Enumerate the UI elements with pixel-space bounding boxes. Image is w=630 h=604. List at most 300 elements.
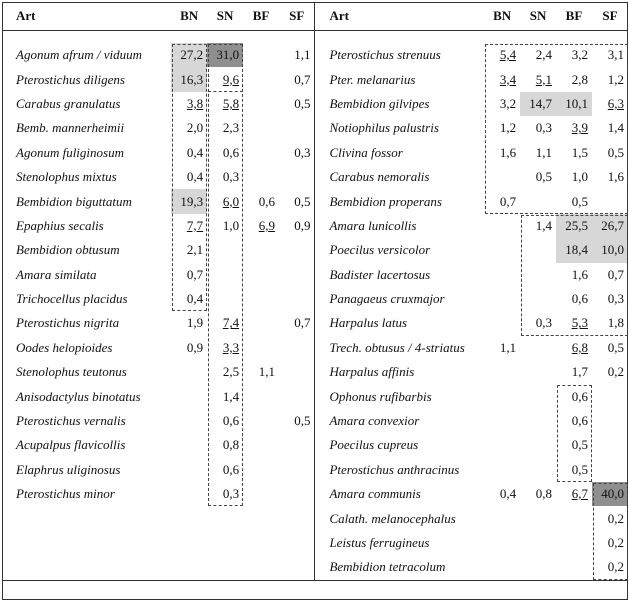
cell-sn (520, 311, 556, 335)
cell-sn (207, 409, 243, 433)
table-row (2, 531, 628, 555)
table-row (2, 238, 628, 262)
cell-sn (520, 384, 556, 408)
spacer-row (2, 31, 628, 44)
species-name: Bemb. mannerheimii (16, 120, 125, 136)
species-name: Pterostichus minor (16, 486, 115, 502)
header-bf-right: BF (556, 2, 592, 31)
cell-bf (243, 433, 279, 457)
cell-bf (243, 555, 279, 580)
cell-bf (556, 141, 592, 165)
cell-bn (484, 433, 520, 457)
cell-value: 1,0 (571, 169, 588, 185)
cell-value: 1,1 (499, 339, 517, 355)
cell-bn (171, 506, 207, 530)
cell-value: 0,3 (607, 291, 624, 307)
cell-sn (520, 165, 556, 189)
species-name: Ophonus rufibarbis (329, 388, 432, 404)
cell-value: 1,6 (571, 266, 588, 282)
cell-bf (243, 165, 279, 189)
cell-value: 0,3 (535, 120, 552, 136)
cell-value: 27,2 (180, 47, 204, 63)
cell-bn (484, 43, 520, 67)
cell-bn (484, 238, 520, 262)
cell-value: 6,0 (222, 193, 240, 209)
species-name: Pterostichus diligens (16, 71, 125, 87)
cell-value: 3,2 (571, 47, 588, 63)
cell-sf (279, 116, 315, 140)
cell-sf (592, 506, 628, 530)
cell-value: 26,7 (601, 217, 624, 233)
cell-sf (592, 360, 628, 384)
cell-bn (171, 287, 207, 311)
cell-value: 0,5 (571, 461, 588, 477)
cell-value: 0,5 (571, 193, 588, 209)
cell-value: 1,4 (535, 217, 552, 233)
species-name: Pterostichus nigrita (16, 315, 120, 331)
cell-bf (556, 92, 592, 116)
cell-sf (592, 482, 628, 506)
cell-bn (484, 287, 520, 311)
cell-sf (592, 458, 628, 482)
cell-sn (207, 555, 243, 580)
cell-value: 5,4 (499, 47, 517, 63)
cell-value: 0,7 (294, 315, 311, 331)
cell-value: 3,3 (222, 339, 240, 355)
table-row (2, 189, 628, 213)
header-sf-right: SF (592, 2, 628, 31)
cell-bn (484, 384, 520, 408)
cell-sf (279, 141, 315, 165)
header-sn-left: SN (207, 2, 243, 31)
cell-value: 2,3 (222, 120, 240, 136)
cell-value: 2,8 (571, 71, 588, 87)
species-name: Calath. melanocephalus (329, 510, 456, 526)
cell-bf (243, 360, 279, 384)
header-art-left: Art (2, 2, 171, 31)
cell-value: 0,8 (535, 486, 552, 502)
cell-bn (484, 409, 520, 433)
cell-bn (484, 482, 520, 506)
cell-bf (556, 263, 592, 287)
species-name: Notiophilus palustris (329, 120, 439, 136)
cell-sf (592, 116, 628, 140)
species-name: Epaphius secalis (16, 217, 104, 233)
cell-value: 2,0 (186, 120, 204, 136)
cell-value: 0,2 (607, 559, 624, 575)
cell-value: 3,2 (499, 95, 517, 111)
cell-bn (171, 43, 207, 67)
table-row (2, 214, 628, 238)
cell-value: 0,9 (294, 217, 311, 233)
cell-value: 0,5 (607, 339, 624, 355)
cell-sf (279, 482, 315, 506)
cell-value: 0,5 (535, 169, 552, 185)
cell-value: 3,9 (571, 120, 588, 136)
species-name: Agonum fuliginosum (16, 144, 124, 160)
cell-value: 0,2 (607, 535, 624, 550)
cell-sf (592, 92, 628, 116)
cell-sf (279, 433, 315, 457)
species-name: Trech. obtusus / 4-striatus (329, 339, 465, 355)
cell-value: 3,1 (607, 47, 624, 63)
cell-sn (520, 189, 556, 213)
cell-bf (556, 43, 592, 67)
cell-value: 0,6 (571, 388, 588, 404)
species-name: Stenolophus mixtus (16, 169, 117, 185)
cell-value: 0,5 (294, 193, 311, 209)
cell-value: 0,3 (294, 144, 311, 160)
cell-bn (484, 458, 520, 482)
species-name: Amara convexior (329, 413, 420, 429)
cell-bn (171, 482, 207, 506)
cell-bn (171, 92, 207, 116)
cell-value: 1,0 (222, 217, 240, 233)
cell-value: 9,6 (222, 71, 240, 87)
cell-sn (207, 458, 243, 482)
cell-bf (556, 409, 592, 433)
cell-bf (556, 506, 592, 530)
cell-value: 1,2 (499, 120, 517, 136)
cell-bn (484, 116, 520, 140)
cell-value: 0,7 (186, 266, 204, 282)
cell-bn (171, 531, 207, 555)
cell-sn (207, 189, 243, 213)
cell-sn (207, 384, 243, 408)
table-row (2, 360, 628, 384)
cell-bf (243, 214, 279, 238)
cell-sf (592, 43, 628, 67)
cell-value: 0,9 (186, 339, 204, 355)
cell-bf (243, 336, 279, 360)
cell-value: 0,5 (294, 413, 311, 429)
species-name: Bembidion tetracolum (315, 555, 484, 580)
cell-value: 0,5 (571, 437, 588, 453)
species-name: Badister lacertosus (329, 266, 431, 282)
cell-sn (207, 116, 243, 140)
cell-value: 0,4 (186, 291, 204, 307)
cell-sn (520, 287, 556, 311)
cell-sf (592, 531, 628, 555)
species-name: Clivina fossor (329, 144, 403, 160)
cell-sn (207, 311, 243, 335)
cell-value: 0,6 (571, 291, 588, 307)
cell-sn (207, 92, 243, 116)
cell-sf (279, 92, 315, 116)
cell-sn (520, 336, 556, 360)
cell-sf (592, 263, 628, 287)
cell-bf (556, 360, 592, 384)
cell-sf (592, 214, 628, 238)
cell-sf (279, 531, 315, 555)
cell-sf (279, 360, 315, 384)
cell-sf (279, 336, 315, 360)
species-abundance-table (2, 2, 628, 581)
cell-bn (484, 214, 520, 238)
cell-bf (243, 43, 279, 67)
cell-bf (556, 238, 592, 262)
cell-bf (556, 214, 592, 238)
cell-sn (520, 506, 556, 530)
cell-sn (520, 116, 556, 140)
species-name: Stenolophus teutonus (16, 364, 127, 380)
cell-sf (279, 43, 315, 67)
cell-bn (484, 336, 520, 360)
cell-bn (171, 214, 207, 238)
cell-value: 0,2 (607, 364, 624, 380)
cell-value: 0,8 (222, 437, 240, 453)
cell-bn (484, 506, 520, 530)
cell-sf (592, 409, 628, 433)
cell-value: 0,6 (222, 144, 240, 160)
cell-sn (520, 482, 556, 506)
cell-value: 0,4 (186, 169, 204, 185)
cell-sf (592, 311, 628, 335)
cell-sf (592, 141, 628, 165)
cell-bf (243, 287, 279, 311)
cell-sf (279, 263, 315, 287)
cell-value: 6,9 (258, 217, 275, 233)
species-name: Oodes helopioides (16, 339, 113, 355)
species-name: Amara similata (16, 266, 97, 282)
table-row (2, 116, 628, 140)
cell-bn (171, 555, 207, 580)
cell-bn (484, 531, 520, 555)
species-name: Carabus nemoralis (329, 169, 430, 185)
header-bf-left: BF (243, 2, 279, 31)
cell-bf (556, 165, 592, 189)
cell-sf (592, 384, 628, 408)
cell-bn (171, 189, 207, 213)
cell-sf (279, 287, 315, 311)
cell-bn (484, 189, 520, 213)
species-name: Bembidion biguttatum (16, 193, 132, 209)
header-sf-left: SF (279, 2, 315, 31)
table-row (2, 482, 628, 506)
cell-bn (484, 311, 520, 335)
cell-sn (520, 214, 556, 238)
cell-value: 1,1 (535, 144, 552, 160)
cell-value: 7,4 (222, 315, 240, 331)
cell-value: 0,6 (571, 413, 588, 429)
cell-sn (207, 263, 243, 287)
cell-bn (171, 409, 207, 433)
cell-sn (207, 287, 243, 311)
cell-sn (207, 238, 243, 262)
cell-value: 1,4 (607, 120, 624, 136)
cell-bf (556, 458, 592, 482)
cell-sf (592, 433, 628, 457)
cell-sn (207, 482, 243, 506)
cell-bn (171, 458, 207, 482)
cell-value: 25,5 (565, 217, 588, 233)
cell-value: 0,6 (222, 461, 240, 477)
species-name: Panagaeus cruxmajor (329, 291, 445, 307)
species-name: Bembidion properans (329, 193, 442, 209)
cell-value: 1,4 (222, 388, 240, 404)
cell-bn (171, 238, 207, 262)
cell-value: 1,1 (258, 364, 275, 380)
cell-bf (556, 116, 592, 140)
cell-bn (484, 67, 520, 91)
table-row (2, 384, 628, 408)
cell-bn (171, 165, 207, 189)
species-name: Pterostichus strenuus (329, 47, 441, 63)
table-row (2, 92, 628, 116)
cell-value: 1,2 (607, 71, 624, 87)
cell-value: 0,4 (499, 486, 517, 502)
cell-sn (520, 141, 556, 165)
cell-value: 0,6 (258, 193, 275, 209)
cell-bn (171, 67, 207, 91)
cell-sf (279, 555, 315, 580)
cell-bf (243, 482, 279, 506)
header-bn-left: BN (171, 2, 207, 31)
cell-bn (171, 384, 207, 408)
cell-value: 1,1 (294, 47, 311, 63)
cell-sn (520, 555, 556, 580)
table-row (2, 506, 628, 530)
cell-bf (243, 311, 279, 335)
cell-value: 3,4 (499, 71, 517, 87)
table-row (2, 336, 628, 360)
cell-sn (207, 214, 243, 238)
cell-bf (243, 384, 279, 408)
cell-value: 0,4 (186, 144, 204, 160)
cell-sn (520, 458, 556, 482)
table-row (2, 287, 628, 311)
cell-sf (592, 555, 628, 580)
table-row (2, 263, 628, 287)
cell-bf (556, 67, 592, 91)
cell-bf (556, 311, 592, 335)
table-row (2, 409, 628, 433)
species-name: Poecilus cupreus (329, 437, 419, 453)
cell-value: 0,3 (222, 486, 240, 502)
cell-bf (243, 238, 279, 262)
cell-sn (520, 409, 556, 433)
cell-value: 0,6 (222, 413, 240, 429)
species-name: Elaphrus uliginosus (16, 461, 121, 477)
cell-sf (279, 384, 315, 408)
species-name: Amara communis (329, 486, 421, 502)
cell-bf (556, 189, 592, 213)
cell-sf (279, 67, 315, 91)
species-name: Pter. melanarius (329, 71, 416, 87)
cell-sn (520, 263, 556, 287)
cell-sn (520, 92, 556, 116)
cell-bn (484, 555, 520, 580)
cell-value: 1,9 (186, 315, 204, 331)
cell-sf (592, 165, 628, 189)
cell-value: 0,5 (294, 95, 311, 111)
species-name: Pterostichus vernalis (16, 413, 126, 429)
cell-bf (243, 458, 279, 482)
species-name: Harpalus affinis (329, 364, 415, 380)
cell-sn (520, 67, 556, 91)
cell-value: 0,5 (607, 144, 624, 160)
species-name: Bembidion gilvipes (329, 95, 430, 111)
table-row (2, 458, 628, 482)
cell-value: 1,7 (571, 364, 588, 380)
cell-bf (556, 384, 592, 408)
cell-value: 1,8 (607, 315, 624, 331)
cell-value: 0,7 (607, 266, 624, 282)
cell-sf (592, 336, 628, 360)
cell-sf (592, 287, 628, 311)
cell-value: 6,7 (571, 486, 588, 502)
species-name (2, 531, 171, 555)
cell-sn (207, 336, 243, 360)
cell-bf (556, 531, 592, 555)
cell-sn (520, 43, 556, 67)
species-name: Trichocellus placidus (16, 291, 128, 307)
cell-value: 19,3 (180, 193, 204, 209)
cell-bf (243, 189, 279, 213)
table-row (2, 43, 628, 67)
cell-bf (556, 287, 592, 311)
cell-value: 14,7 (529, 95, 552, 111)
table-row (2, 67, 628, 91)
table-header-row (2, 2, 628, 31)
cell-bn (171, 263, 207, 287)
cell-value: 16,3 (180, 71, 204, 87)
cell-value: 6,8 (571, 339, 588, 355)
species-name: Acupalpus flavicollis (16, 437, 126, 453)
cell-bn (484, 92, 520, 116)
cell-sf (279, 311, 315, 335)
cell-sn (207, 67, 243, 91)
cell-value: 0,3 (222, 169, 240, 185)
species-name: Harpalus latus (329, 315, 408, 331)
cell-value: 2,4 (535, 47, 552, 63)
species-name: Carabus granulatus (16, 95, 121, 111)
cell-value: 10,0 (601, 242, 624, 258)
cell-value: 7,7 (186, 217, 204, 233)
table-row (2, 165, 628, 189)
cell-value: 1,5 (571, 144, 588, 160)
species-name: Leistus ferrugineus (329, 535, 430, 550)
table-row (2, 141, 628, 165)
cell-sn (207, 531, 243, 555)
cell-sf (279, 458, 315, 482)
cell-bf (243, 531, 279, 555)
cell-bf (556, 336, 592, 360)
cell-sf (592, 67, 628, 91)
cell-bf (243, 116, 279, 140)
species-name: Amara lunicollis (329, 217, 417, 233)
cell-value: 18,4 (565, 242, 588, 258)
table-row (2, 555, 628, 580)
cell-bf (243, 67, 279, 91)
table-row (2, 433, 628, 457)
cell-bf (243, 141, 279, 165)
cell-value: 6,3 (607, 95, 624, 111)
cell-bn (171, 336, 207, 360)
cell-value: 0,7 (294, 71, 311, 87)
cell-sn (520, 531, 556, 555)
cell-bn (484, 141, 520, 165)
cell-bf (243, 409, 279, 433)
cell-value: 0,3 (535, 315, 552, 331)
cell-value: 1,6 (607, 169, 624, 185)
header-bn-right: BN (484, 2, 520, 31)
cell-bn (484, 263, 520, 287)
cell-sn (207, 43, 243, 67)
header-art-right: Art (315, 2, 484, 31)
cell-sn (520, 238, 556, 262)
cell-sf (279, 506, 315, 530)
